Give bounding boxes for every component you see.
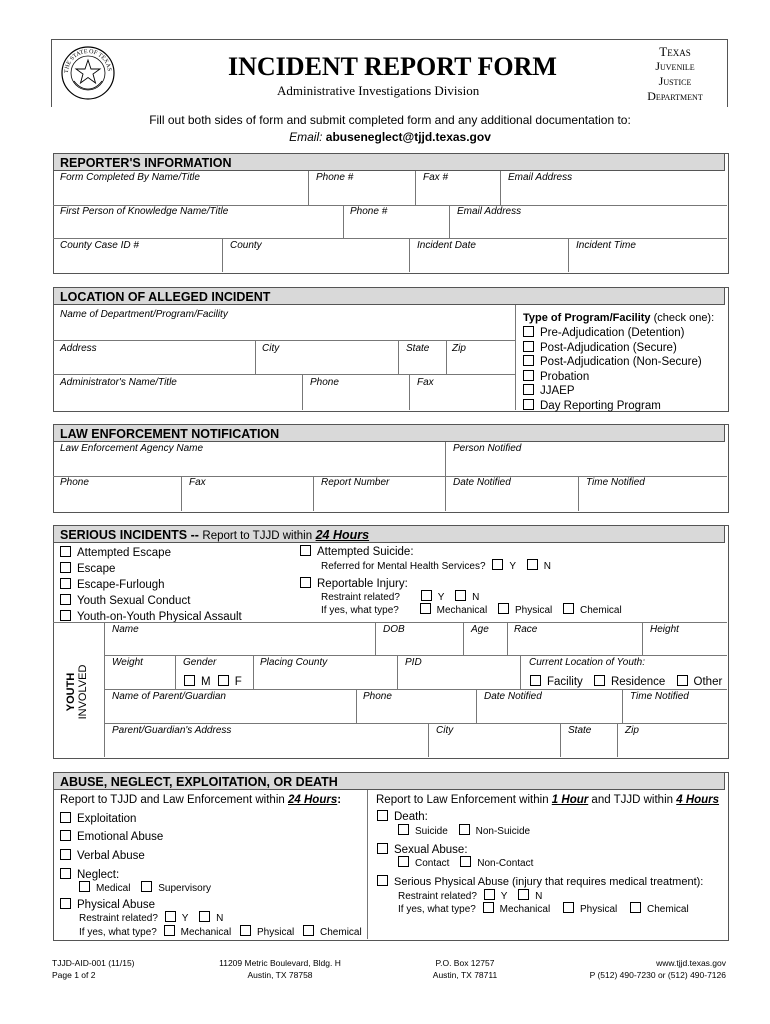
abuse-chemical-checkbox[interactable]	[303, 925, 314, 936]
abuse-physical[interactable]	[60, 898, 155, 911]
form-id: TJJD-AID-001 (11/15)	[52, 958, 135, 968]
serious-incident-checkbox[interactable]	[60, 594, 71, 605]
page-title: INCIDENT REPORT FORM	[228, 52, 557, 81]
facility-type-option[interactable]	[523, 370, 702, 385]
facility-type-option[interactable]	[523, 384, 702, 399]
reportable-injury-label: Reportable Injury:	[317, 578, 408, 590]
exploitation-checkbox[interactable]	[60, 812, 71, 823]
abuse-physical-type-checkbox[interactable]	[240, 925, 251, 936]
facility-type-label: Day Reporting Program	[540, 399, 661, 412]
neglect-supervisory-checkbox[interactable]	[141, 881, 152, 892]
parent-address-field[interactable]: Parent/Guardian's Address	[112, 725, 232, 736]
serious-restraint-label: Restraint related?	[398, 891, 477, 902]
youth-height-field[interactable]: Height	[650, 624, 679, 635]
county-field[interactable]: County	[230, 240, 262, 251]
death-non-suicide-checkbox[interactable]	[459, 824, 470, 835]
first-person-email-field[interactable]: Email Address	[457, 206, 522, 217]
first-person-field[interactable]: First Person of Knowledge Name/Title	[60, 206, 229, 217]
abuse-mechanical: Mechanical	[180, 927, 232, 938]
facility-type-option[interactable]	[523, 341, 702, 356]
gender-f-checkbox[interactable]	[218, 675, 229, 686]
injury-restraint-n: N	[472, 592, 480, 603]
current-location-options	[530, 675, 722, 688]
attempted-suicide-checkbox[interactable]	[300, 545, 311, 556]
facility-type-label	[523, 312, 714, 324]
injury-type-row	[321, 603, 622, 616]
attempted-suicide-label: Attempted Suicide:	[317, 546, 414, 558]
abuse-left-note	[60, 794, 341, 806]
facility-type-title: Type of Program/Facility	[523, 312, 651, 324]
serious-incident-option[interactable]	[60, 545, 242, 561]
verbal-checkbox[interactable]	[60, 849, 71, 860]
injury-chemical-checkbox[interactable]	[563, 603, 574, 614]
law-heading: LAW ENFORCEMENT NOTIFICATION	[53, 424, 725, 442]
serious-chemical: Chemical	[647, 904, 689, 915]
referred-row	[321, 559, 551, 572]
state-seal	[60, 45, 116, 101]
abuse-left-note-text: Report to TJJD and Law Enforcement within	[60, 794, 285, 806]
law-section	[53, 424, 729, 513]
facility-type-checkbox[interactable]	[523, 326, 534, 337]
injury-restraint-row	[321, 590, 479, 603]
reporter-phone-field[interactable]: Phone #	[316, 172, 354, 183]
street-address: 11209 Metric Boulevard, Bldg. H	[219, 958, 341, 968]
youth-weight-field[interactable]: Weight	[112, 657, 143, 668]
facility-type-option[interactable]	[523, 355, 702, 370]
serious-incident-option[interactable]	[60, 561, 242, 577]
physical-abuse-checkbox[interactable]	[60, 898, 71, 909]
gender-m-checkbox[interactable]	[184, 675, 195, 686]
location-other-checkbox[interactable]	[677, 675, 688, 686]
street-city: Austin, TX 78758	[247, 970, 313, 980]
death-suicide: Suicide	[415, 826, 448, 837]
location-facility-checkbox[interactable]	[530, 675, 541, 686]
attempted-suicide[interactable]	[300, 545, 414, 558]
abuse-right-time-b: 4 Hours	[676, 794, 720, 806]
serious-incident-label: Youth-on-Youth Physical Assault	[77, 611, 242, 623]
parent-zip-field[interactable]: Zip	[625, 725, 639, 736]
serious-incident-checkbox[interactable]	[60, 562, 71, 573]
location-other: Other	[693, 676, 723, 688]
abuse-right-note-b: and TJJD within	[591, 794, 674, 806]
facility-name-field[interactable]: Name of Department/Program/Facility	[60, 309, 228, 320]
injury-physical: Physical	[514, 605, 553, 616]
youth-side-normal: INVOLVED	[77, 664, 89, 720]
serious-mechanical: Mechanical	[499, 904, 551, 915]
law-date-field[interactable]: Date Notified	[453, 477, 511, 488]
location-city-field[interactable]: City	[262, 343, 280, 354]
verbal-label: Verbal Abuse	[77, 850, 145, 862]
serious-left-list	[60, 545, 242, 625]
facility-type-checkbox[interactable]	[523, 355, 534, 366]
footer-street-address	[205, 957, 355, 981]
dept-line-2: Juvenile	[655, 59, 695, 73]
reporter-fax-field[interactable]: Fax #	[423, 172, 449, 183]
division-subtitle: Administrative Investigations Division	[277, 83, 480, 98]
referred-y: Y	[509, 561, 516, 572]
youth-side-bold: YOUTH	[65, 672, 77, 712]
abuse-right-time-a: 1 Hour	[551, 794, 589, 806]
serious-restraint-n: N	[535, 891, 543, 902]
injury-restraint-y-checkbox[interactable]	[421, 590, 432, 601]
serious-type-row	[398, 902, 689, 915]
serious-incident-label: Escape-Furlough	[77, 579, 165, 591]
report-number-field[interactable]: Report Number	[321, 477, 390, 488]
serious-physical-type: Physical	[579, 904, 618, 915]
location-heading: LOCATION OF ALLEGED INCIDENT	[53, 287, 725, 305]
abuse-restraint-label: Restraint related?	[79, 913, 158, 924]
completed-by-field[interactable]: Form Completed By Name/Title	[60, 172, 200, 183]
county-case-field[interactable]: County Case ID #	[60, 240, 139, 251]
email-address[interactable]: abuseneglect@tjjd.texas.gov	[325, 130, 491, 144]
serious-title: SERIOUS INCIDENTS --	[60, 528, 199, 542]
abuse-right-note-a: Report to Law Enforcement within	[376, 794, 549, 806]
injury-mechanical-checkbox[interactable]	[420, 603, 431, 614]
law-time-field[interactable]: Time Notified	[586, 477, 645, 488]
reporter-email-field[interactable]: Email Address	[508, 172, 573, 183]
injury-mechanical: Mechanical	[436, 605, 488, 616]
youth-name-field[interactable]: Name	[112, 624, 139, 635]
serious-physical-type-checkbox[interactable]	[563, 902, 574, 913]
facility-type-label: Post-Adjudication (Secure)	[540, 341, 677, 354]
parent-state-field[interactable]: State	[568, 725, 592, 736]
department-name	[630, 44, 720, 104]
injury-physical-checkbox[interactable]	[498, 603, 509, 614]
emotional-checkbox[interactable]	[60, 830, 71, 841]
abuse-restraint-y-checkbox[interactable]	[165, 911, 176, 922]
facility-type-checkbox[interactable]	[523, 384, 534, 395]
incident-date-field[interactable]: Incident Date	[417, 240, 476, 251]
facility-type-label: Post-Adjudication (Non-Secure)	[540, 356, 702, 369]
sexual-non-contact: Non-Contact	[477, 858, 534, 869]
abuse-right-note	[376, 794, 719, 806]
facility-type-checkbox[interactable]	[523, 399, 534, 410]
serious-restraint-n-checkbox[interactable]	[518, 889, 529, 900]
gender-f: F	[234, 676, 242, 688]
abuse-neglect[interactable]	[60, 868, 119, 881]
dept-line-3: Justice	[658, 74, 692, 88]
parent-city-field[interactable]: City	[436, 725, 454, 736]
footer-form-id	[52, 957, 135, 981]
law-fax-field[interactable]: Fax	[189, 477, 206, 488]
facility-type-option[interactable]	[523, 326, 702, 341]
sexual-contact-checkbox[interactable]	[398, 856, 409, 867]
footer-contact	[560, 957, 726, 981]
po-box: P.O. Box 12757	[435, 958, 495, 968]
abuse-emotional[interactable]	[60, 830, 163, 843]
location-residence: Residence	[610, 676, 666, 688]
sexual-abuse-label: Sexual Abuse:	[394, 844, 468, 856]
abuse-serious-physical[interactable]	[377, 875, 703, 888]
reporter-heading: REPORTER'S INFORMATION	[53, 153, 725, 171]
physical-abuse-label: Physical Abuse	[77, 899, 155, 911]
serious-time: 24 Hours	[315, 528, 370, 542]
placing-county-field[interactable]: Placing County	[260, 657, 328, 668]
current-location-label: Current Location of Youth:	[529, 657, 646, 668]
serious-incident-label: Attempted Escape	[77, 547, 171, 559]
instructions: Fill out both sides of form and submit completed form and any additional documentation to:	[149, 113, 631, 127]
death-non-suicide: Non-Suicide	[475, 826, 531, 837]
incident-time-field[interactable]: Incident Time	[576, 240, 636, 251]
parent-phone-field[interactable]: Phone	[363, 691, 392, 702]
serious-mechanical-checkbox[interactable]	[483, 902, 494, 913]
agency-field[interactable]: Law Enforcement Agency Name	[60, 443, 204, 454]
abuse-mechanical-checkbox[interactable]	[164, 925, 175, 936]
neglect-supervisory: Supervisory	[158, 883, 212, 894]
gender-options	[184, 675, 242, 688]
abuse-death[interactable]	[377, 810, 428, 823]
referred-label: Referred for Mental Health Services?	[321, 561, 486, 572]
abuse-type-row	[79, 925, 362, 938]
youth-race-field[interactable]: Race	[514, 624, 538, 635]
youth-dob-field[interactable]: DOB	[383, 624, 405, 635]
dept-line-4: Department	[647, 89, 703, 103]
facility-type-label: Pre-Adjudication (Detention)	[540, 327, 685, 339]
facility-type-label: JJAEP	[540, 385, 575, 398]
abuse-verbal[interactable]	[60, 849, 145, 862]
abuse-sexual[interactable]	[377, 843, 468, 856]
parent-date-field[interactable]: Date Notified	[484, 691, 542, 702]
dept-line-1: Texas	[659, 44, 691, 59]
email-label: Email:	[289, 130, 323, 144]
death-suicide-checkbox[interactable]	[398, 824, 409, 835]
abuse-physical-type: Physical	[256, 927, 295, 938]
abuse-heading: ABUSE, NEGLECT, EXPLOITATION, OR DEATH	[53, 772, 725, 790]
abuse-restraint-n-checkbox[interactable]	[199, 911, 210, 922]
serious-physical-label: Serious Physical Abuse (injury that requires medical treatment):	[394, 876, 704, 888]
emotional-label: Emotional Abuse	[77, 831, 164, 843]
injury-restraint-label: Restraint related?	[321, 592, 400, 603]
referred-n-checkbox[interactable]	[527, 559, 538, 570]
po-city: Austin, TX 78711	[432, 970, 498, 980]
serious-incident-label: Youth Sexual Conduct	[77, 595, 191, 607]
injury-restraint-y: Y	[437, 592, 445, 603]
abuse-type-label: If yes, what type?	[79, 927, 157, 938]
law-phone-field[interactable]: Phone	[60, 477, 89, 488]
email-line	[53, 130, 727, 144]
serious-physical-checkbox[interactable]	[377, 875, 388, 886]
serious-restraint-y: Y	[500, 891, 508, 902]
parent-name-field[interactable]: Name of Parent/Guardian	[112, 691, 226, 702]
location-address-field[interactable]: Address	[60, 343, 97, 354]
death-checkbox[interactable]	[377, 810, 388, 821]
abuse-left-colon: :	[337, 794, 342, 806]
abuse-restraint-y: Y	[181, 913, 189, 924]
location-zip-field[interactable]: Zip	[452, 343, 466, 354]
website-link[interactable]: www.tjjd.texas.gov	[656, 958, 726, 968]
referred-n: N	[543, 561, 551, 572]
contact-phone: P (512) 490-7230 or (512) 490-7126	[589, 970, 726, 980]
death-options	[398, 824, 530, 837]
location-facility: Facility	[547, 676, 583, 688]
location-phone-field[interactable]: Phone	[310, 377, 339, 388]
neglect-options	[79, 881, 211, 894]
serious-incident-option[interactable]	[60, 577, 242, 593]
administrator-field[interactable]: Administrator's Name/Title	[60, 377, 177, 388]
serious-incident-checkbox[interactable]	[60, 610, 71, 621]
exploitation-label: Exploitation	[77, 813, 137, 825]
facility-type-checkbox[interactable]	[523, 341, 534, 352]
seal-text: THE STATE OF TEXAS	[63, 48, 112, 74]
neglect-medical: Medical	[96, 883, 131, 894]
serious-note: Report to TJJD within	[202, 530, 313, 542]
youth-age-field[interactable]: Age	[471, 624, 489, 635]
abuse-left-time: 24 Hours	[288, 794, 338, 806]
facility-type-hint: (check one):	[653, 312, 715, 324]
abuse-restraint-n: N	[216, 913, 224, 924]
location-residence-checkbox[interactable]	[594, 675, 605, 686]
youth-side-label	[65, 647, 89, 737]
sexual-contact: Contact	[415, 858, 450, 869]
first-person-phone-field[interactable]: Phone #	[350, 206, 388, 217]
location-state-field[interactable]: State	[406, 343, 430, 354]
sexual-non-contact-checkbox[interactable]	[460, 856, 471, 867]
facility-type-checkbox[interactable]	[523, 370, 534, 381]
person-notified-field[interactable]: Person Notified	[453, 443, 522, 454]
serious-incident-option[interactable]	[60, 593, 242, 609]
abuse-chemical: Chemical	[320, 927, 362, 938]
youth-gender-label: Gender	[183, 657, 217, 668]
injury-restraint-n-checkbox[interactable]	[455, 590, 466, 601]
serious-restraint-y-checkbox[interactable]	[484, 889, 495, 900]
location-fax-field[interactable]: Fax	[417, 377, 434, 388]
injury-chemical: Chemical	[580, 605, 622, 616]
death-label: Death:	[394, 811, 428, 823]
serious-incident-checkbox[interactable]	[60, 546, 71, 557]
injury-type-label: If yes, what type?	[321, 605, 399, 616]
neglect-checkbox[interactable]	[60, 868, 71, 879]
page-number: Page 1 of 2	[52, 970, 96, 980]
reportable-injury-checkbox[interactable]	[300, 577, 311, 588]
serious-chemical-checkbox[interactable]	[630, 902, 641, 913]
facility-type-option[interactable]	[523, 399, 702, 414]
reportable-injury[interactable]	[300, 577, 408, 590]
parent-time-field[interactable]: Time Notified	[630, 691, 689, 702]
neglect-label: Neglect:	[77, 869, 120, 881]
youth-pid-field[interactable]: PID	[405, 657, 422, 668]
gender-m: M	[201, 676, 211, 688]
serious-type-label: If yes, what type?	[398, 904, 476, 915]
neglect-medical-checkbox[interactable]	[79, 881, 90, 892]
serious-incident-checkbox[interactable]	[60, 578, 71, 589]
abuse-restraint-row	[79, 911, 223, 924]
abuse-exploitation[interactable]	[60, 812, 136, 825]
serious-restraint-row	[398, 889, 542, 902]
facility-type-list	[523, 326, 702, 414]
sexual-abuse-checkbox[interactable]	[377, 843, 388, 854]
sexual-options	[398, 856, 533, 869]
footer-po-box	[410, 957, 520, 981]
referred-y-checkbox[interactable]	[492, 559, 503, 570]
facility-type-label: Probation	[540, 370, 590, 383]
serious-incident-label: Escape	[77, 563, 116, 575]
